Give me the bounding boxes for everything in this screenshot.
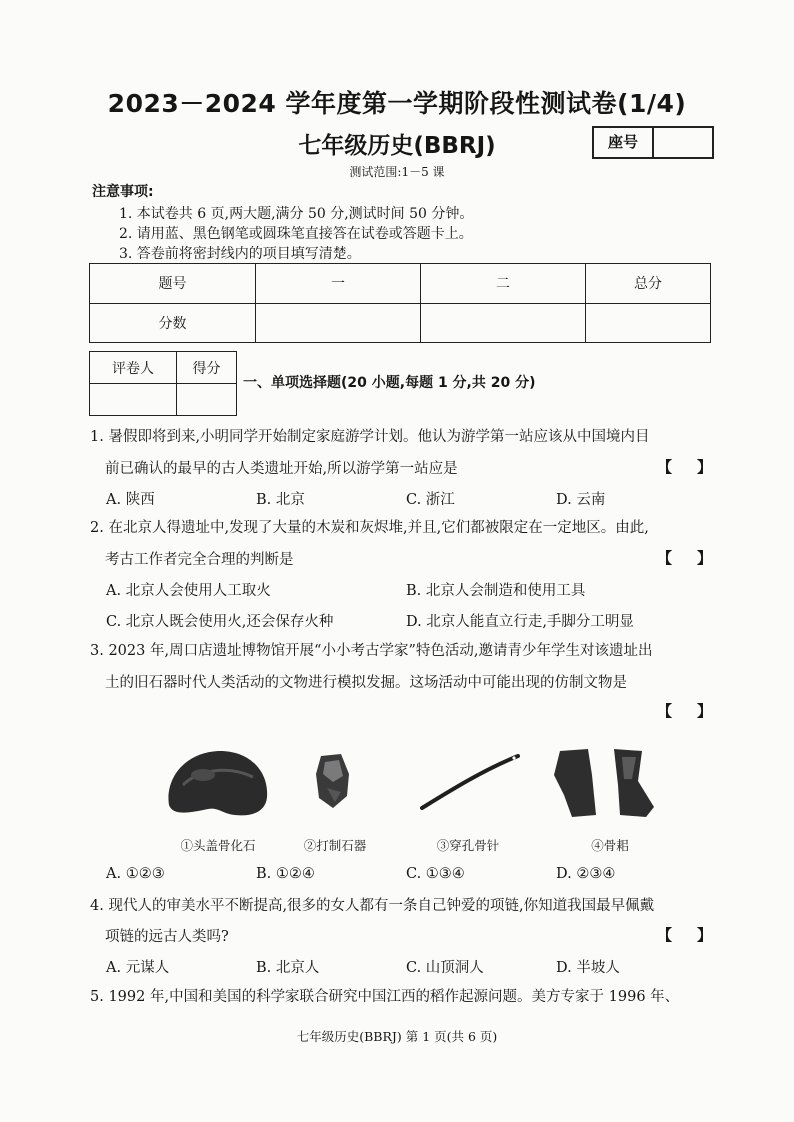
bracket-right: 】 — [696, 549, 712, 567]
question-2-line1: 2. 在北京人得遗址中,发现了大量的木炭和灰烬堆,并且,它们都被限定在一定地区。由此, — [90, 520, 649, 536]
seat-label: 座号 — [594, 128, 654, 157]
option-c[interactable]: C. 北京人既会使用火,还会保存火种 — [106, 614, 334, 630]
option-b[interactable]: B. 北京 — [256, 492, 305, 508]
caption-bone-needle: ③穿孔骨针 — [436, 838, 500, 853]
option-a[interactable]: A. 元谋人 — [106, 960, 170, 976]
option-c[interactable]: C. 山顶洞人 — [406, 960, 484, 976]
option-a[interactable]: A. 陕西 — [106, 492, 155, 508]
answer-bracket[interactable] — [657, 547, 712, 568]
score-label: 得分 — [177, 352, 237, 384]
grader-label: 评卷人 — [90, 352, 177, 384]
grader-table — [89, 351, 237, 416]
notes-heading: 注意事项: — [92, 184, 154, 200]
option-c[interactable]: C. ①③④ — [406, 866, 465, 882]
question-4-line1: 4. 现代人的审美水平不断提高,很多的女人都有一条自己钟爱的项链,你知道我国最早佩戴 — [90, 898, 655, 914]
question-1-line2: 前已确认的最早的古人类遗址开始,所以游学第一站应是 — [105, 461, 458, 477]
seat-number-box — [592, 126, 714, 159]
page-footer: 七年级历史(BBRJ) 第 1 页(共 6 页) — [296, 1029, 498, 1044]
header-cell: 一 — [256, 264, 421, 304]
note-item: 3. 答卷前将密封线内的项目填写清楚。 — [119, 246, 361, 262]
caption-skull: ①头盖骨化石 — [180, 838, 256, 853]
note-item: 1. 本试卷共 6 页,两大题,满分 50 分,测试时间 50 分钟。 — [119, 206, 474, 222]
question-3-line2: 土的旧石器时代人类活动的文物进行模拟发掘。这场活动中可能出现的仿制文物是 — [105, 675, 627, 691]
answer-bracket[interactable] — [657, 456, 712, 477]
header-cell: 二 — [421, 264, 586, 304]
bracket-left: 【 — [657, 458, 673, 476]
option-d[interactable]: D. 云南 — [556, 492, 606, 508]
chipped-stone-tool-image — [313, 752, 353, 810]
test-scope: 测试范围:1－5 课 — [349, 165, 445, 179]
option-b[interactable]: B. 北京人会制造和使用工具 — [406, 583, 586, 599]
question-3-line1: 3. 2023 年,周口店遗址博物馆开展“小小考古学家”特色活动,邀请青少年学生对该遗址出 — [90, 643, 653, 659]
answer-bracket[interactable] — [657, 700, 712, 721]
grader-cell[interactable] — [90, 384, 177, 416]
header-cell: 题号 — [90, 264, 256, 304]
question-4-line2: 项链的远古人类吗? — [105, 929, 229, 945]
option-d[interactable]: D. ②③④ — [556, 866, 616, 882]
score-table — [89, 263, 711, 343]
option-d[interactable]: D. 北京人能直立行走,手脚分工明显 — [406, 614, 634, 630]
exam-title: 2023－2024 学年度第一学期阶段性测试卷(1/4) — [107, 89, 687, 118]
score-cell[interactable] — [586, 303, 711, 343]
question-2-line2: 考古工作者完全合理的判断是 — [105, 552, 294, 568]
score-row-label: 分数 — [90, 303, 256, 343]
caption-stone-tool: ②打制石器 — [303, 838, 367, 853]
bracket-left: 【 — [657, 549, 673, 567]
seat-blank[interactable] — [654, 128, 712, 157]
skull-fossil-image — [163, 745, 273, 820]
bracket-left: 【 — [657, 926, 673, 944]
option-b[interactable]: B. ①②④ — [256, 866, 315, 882]
note-item: 2. 请用蓝、黑色钢笔或圆珠笔直接答在试卷或答题卡上。 — [119, 226, 473, 242]
option-d[interactable]: D. 半坡人 — [556, 960, 620, 976]
question-1-line1: 1. 暑假即将到来,小明同学开始制定家庭游学计划。他认为游学第一站应该从中国境内目 — [90, 429, 650, 445]
caption-bone-spade: ④骨耜 — [591, 838, 629, 853]
score-cell[interactable] — [256, 303, 421, 343]
exam-subtitle: 七年级历史(BBRJ) — [298, 133, 496, 159]
section-title: 一、单项选择题(20 小题,每题 1 分,共 20 分) — [243, 375, 536, 391]
answer-bracket[interactable] — [657, 924, 712, 945]
option-a[interactable]: A. 北京人会使用人工取火 — [106, 583, 271, 599]
bracket-right: 】 — [696, 702, 712, 720]
option-b[interactable]: B. 北京人 — [256, 960, 320, 976]
option-c[interactable]: C. 浙江 — [406, 492, 455, 508]
bracket-right: 】 — [696, 926, 712, 944]
score-cell[interactable] — [177, 384, 237, 416]
bone-spade-image — [550, 745, 660, 820]
question-5-line1: 5. 1992 年,中国和美国的科学家联合研究中国江西的稻作起源问题。美方专家于 1996 年、 — [90, 989, 680, 1005]
header-cell: 总分 — [586, 264, 711, 304]
bracket-left: 【 — [657, 702, 673, 720]
score-cell[interactable] — [421, 303, 586, 343]
bone-needle-image — [418, 752, 523, 812]
bracket-right: 】 — [696, 458, 712, 476]
option-a[interactable]: A. ①②③ — [106, 866, 165, 882]
